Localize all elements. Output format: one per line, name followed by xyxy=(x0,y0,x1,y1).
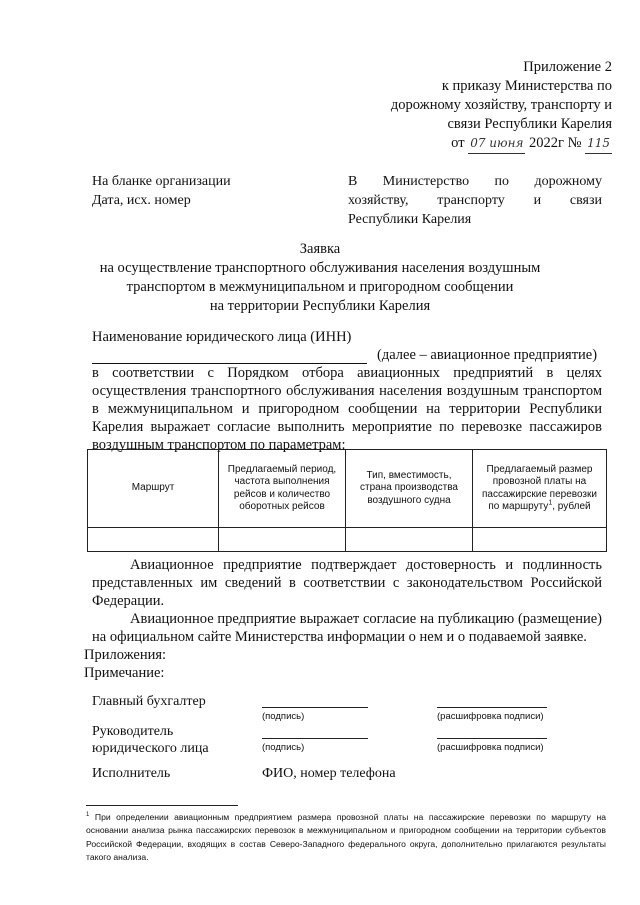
date-prefix: от xyxy=(451,135,465,151)
signature-caption: (подпись) xyxy=(262,711,305,722)
footnote-divider xyxy=(86,805,238,806)
letterhead-note: На бланке организации xyxy=(92,174,231,189)
header-aircraft: Тип, вместимость, страна производства воздушного судна xyxy=(346,450,473,528)
cell-fare[interactable] xyxy=(473,528,607,552)
title-line-3: транспортом в межмуниципальном и пригородном сообщении xyxy=(126,279,514,295)
date-ref-note: Дата, исх. номер xyxy=(92,193,191,208)
footnote xyxy=(86,811,606,864)
attachments-label: Приложения: xyxy=(84,647,167,663)
head-signature-line[interactable] xyxy=(262,737,368,739)
chief-accountant-signature-line[interactable] xyxy=(262,706,368,708)
appendix-ministry-line: дорожному хозяйству, транспорту и xyxy=(390,97,612,113)
handwritten-date: 07 июня xyxy=(468,134,525,154)
cell-route[interactable] xyxy=(88,528,219,552)
chief-accountant-label: Главный бухгалтер xyxy=(92,694,206,709)
addressee-line-2: хозяйству, транспорту и связи xyxy=(348,193,602,208)
footnote-ref: 1 xyxy=(548,499,553,507)
title-heading: Заявка xyxy=(299,241,341,257)
head-signature-caption: (подпись) xyxy=(262,742,305,753)
authenticity-paragraph: Авиационное предприятие подтверждает достоверность и подлинность представленных им сведений в соответствии с законодательством Российской Федерации. xyxy=(92,557,602,609)
header-period: Предлагаемый период, частота выполнения рейсов и количество оборотных рейсов xyxy=(219,450,346,528)
footnote-text: При определении авиационным предприятием размера провозной платы на пассажирские перевозки по маршруту на основании анализа рынка пассажирских перевозок в межмуниципальном и пригородном сообщении на территории субъектов Российской Федерации, входящих в состав Северо-Западного федерального округа, дополнительно прилагаются результаты такого анализа. xyxy=(86,812,606,862)
title-line-2: на осуществление транспортного обслуживания населения воздушным xyxy=(99,260,541,276)
legal-name-blank[interactable] xyxy=(92,349,367,364)
letterhead-block xyxy=(92,172,231,210)
addressee-line-1: В Министерство по дорожному xyxy=(348,174,602,189)
note-label: Примечание: xyxy=(84,665,165,681)
after-blank-text: (далее – авиационное предприятие) xyxy=(377,347,598,363)
addressee-line-3: Республики Карелия xyxy=(348,212,472,227)
appendix-header xyxy=(352,58,612,154)
chief-accountant-decoding-line[interactable] xyxy=(437,706,547,708)
head-decoding-caption: (расшифровка подписи) xyxy=(437,742,544,753)
application-body-continued xyxy=(84,556,602,682)
appendix-title: Приложение 2 xyxy=(523,59,612,75)
head-label-line-2: юридического лица xyxy=(92,741,209,756)
footnote-mark: 1 xyxy=(86,812,90,819)
head-label-line-1: Руководитель xyxy=(92,724,174,739)
year-number-label: 2022г № xyxy=(529,135,582,151)
consent-paragraph: в соответствии с Порядком отбора авиационных предприятий в целях осуществления транспортного обслуживания населения воздушным транспортом в межмуниципальном и пригородном сообщении на территории Республики Карелия выражает согласие выполнить мероприятие по перевозке пассажиров воздушным транспортом по параметрам: xyxy=(92,365,602,453)
cell-period[interactable] xyxy=(219,528,346,552)
executor-contact: ФИО, номер телефона xyxy=(262,766,396,781)
fare-header-text: Предлагаемый размер провозной платы на пассажирские перевозки по маршруту xyxy=(482,463,597,512)
decoding-caption: (расшифровка подписи) xyxy=(437,711,544,722)
appendix-order-line: к приказу Министерства по xyxy=(441,78,612,94)
application-body xyxy=(92,328,602,454)
table-row xyxy=(88,528,607,552)
legal-name-row xyxy=(92,346,602,364)
publication-paragraph: Авиационное предприятие выражает согласие на публикацию (размещение) на официальном сайте Министерства информации о нем и о подаваемой заявке. xyxy=(92,611,602,645)
addressee-block xyxy=(348,172,602,229)
fare-header-unit: , рублей xyxy=(552,501,591,512)
header-fare xyxy=(473,450,607,528)
cell-aircraft[interactable] xyxy=(346,528,473,552)
head-decoding-line[interactable] xyxy=(437,737,547,739)
appendix-region-line: связи Республики Карелия xyxy=(447,116,612,132)
parameters-table xyxy=(87,449,607,552)
handwritten-number: 115 xyxy=(585,134,612,154)
document-title xyxy=(90,240,550,316)
header-route: Маршрут xyxy=(88,450,219,528)
legal-name-label: Наименование юридического лица (ИНН) xyxy=(92,329,352,345)
appendix-date-line xyxy=(352,134,612,154)
title-line-4: на территории Республики Карелия xyxy=(209,298,431,314)
table-header-row xyxy=(88,450,607,528)
executor-label: Исполнитель xyxy=(92,766,171,781)
